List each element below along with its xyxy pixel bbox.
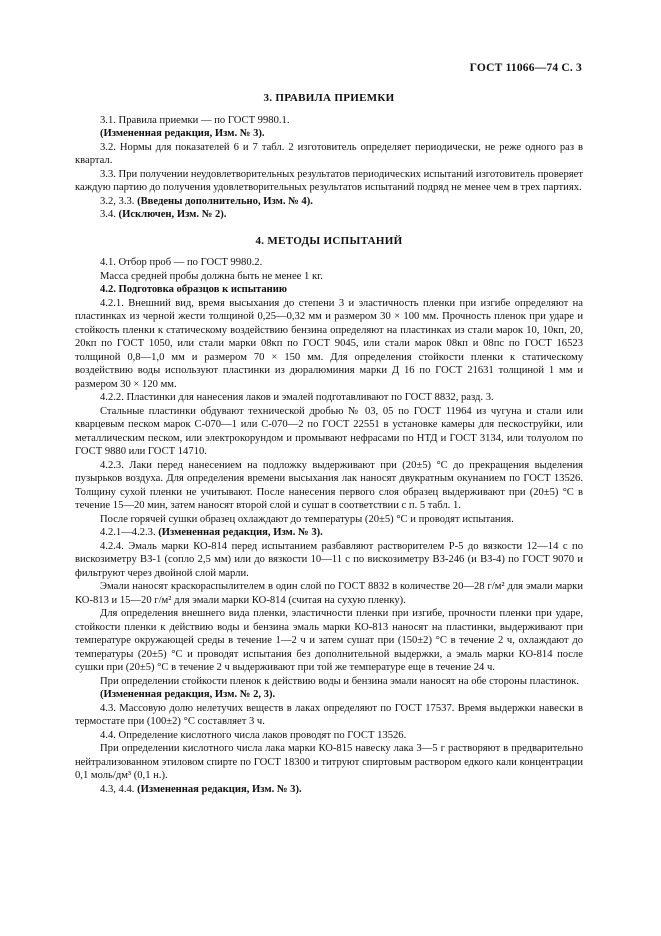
paragraph-text: 4.3. Массовую долю нелетучих веществ в лаках определяют по ГОСТ 17537. Время выдержки навески в термостате при (100±2) °С составляет 3 ч. [75, 702, 583, 727]
paragraph-text: 3.2. Нормы для показателей 6 и 7 табл. 2 изготовитель определяет периодически, не реже одного раз в квартал. [75, 141, 583, 166]
paragraph-text: Эмали наносят краскораспылителем в один слой по ГОСТ 8832 в количестве 20—28 г/м² для эмали марки КО-813 и 15—20 г/м² для эмали марки КО-814 (считая на сухую пленку). [75, 581, 583, 606]
paragraph [75, 208, 583, 222]
paragraph-text: 3.4. [100, 209, 119, 220]
paragraph [75, 607, 583, 675]
paragraph [75, 391, 583, 405]
page-header: ГОСТ 11066—74 С. 3 [469, 62, 582, 74]
paragraph [75, 513, 583, 527]
paragraph-text: 3.3. При получении неудовлетворительных результатов периодических испытаний изготовитель проверяет каждую партию до получения удовлетворительных результатов испытаний подряд не менее чем в трех партиях. [75, 168, 583, 193]
paragraph-text: Стальные пластинки обдувают технической дробью № 03, 05 по ГОСТ 11964 из чугуна и стали или кварцевым песком марок С-070—1 или С-070—2 по ГОСТ 22551 в установке камеры для пескоструйки, или металлическим песком, или электрокорундом и промывают нефрасами по НТД и ГОСТ 3134, или толуолом по ГОСТ 9880 или ГОСТ 14710. [75, 405, 583, 457]
paragraph [75, 114, 583, 128]
paragraph [75, 540, 583, 581]
paragraph-bold-note: (Измененная редакция, Изм. № 3). [137, 783, 302, 795]
section-4-title: 4. МЕТОДЫ ИСПЫТАНИЙ [255, 234, 403, 247]
paragraph-text: 4.3, 4.4. [100, 783, 138, 795]
paragraph-text: Масса средней пробы должна быть не менее 1 кг. [100, 270, 323, 282]
paragraph-bold-note: (Введены дополнительно, Изм. № 4). [137, 195, 313, 207]
paragraph-text: 4.2.1—4.2.3. [100, 527, 159, 538]
paragraph-bold-note: 4.2. Подготовка образцов к испытанию [100, 284, 287, 295]
paragraph [75, 405, 583, 459]
paragraph [75, 702, 583, 729]
paragraph-bold-note: (Измененная редакция, Изм. № 2, 3). [100, 689, 276, 700]
paragraph-text: Для определения внешнего вида пленки, эластичности пленки при изгибе, прочности пленки при ударе, стойкости пленки к действию воды и бензина эмаль марки КО-813 наносят на пластинки, выдерживают при температуре окружающей среды в течение 1—2 ч и затем сушат при (150±2) °С в течение 2 ч, охлаждают до температуры (20±5) °С и проводят испытания без дополнительной выдержки, а эмаль марки КО-814 после сушки при (20±5) °С в течение 2 ч выдерживают при той же температуре еще в течение 24 ч. [75, 608, 583, 673]
paragraph [75, 127, 583, 141]
paragraph [75, 256, 583, 270]
paragraph-text: 3.1. Правила приемки — по ГОСТ 9980.1. [100, 114, 290, 126]
section-3-body [75, 114, 583, 222]
paragraph-text: После горячей сушки образец охлаждают до температуры (20±5) °С и проводят испытания. [100, 513, 514, 525]
paragraph-text: 4.4. Определение кислотного числа лаков проводят по ГОСТ 13526. [100, 729, 407, 741]
paragraph-text: 4.2.3. Лаки перед нанесением на подложку выдерживают при (20±5) °С до прекращения выделения пузырьков воздуха. Для определения времени высыхания лак наносят двукратным окунанием по ГОСТ 13526. Толщину сухой пленки не учитывают. После нанесения первого слоя образец выдерживают при (20±5) °С в течение 15—20 мин, затем наносят второй слой и сушат в соответствии с п. 5 табл. 1. [75, 459, 583, 511]
paragraph-text: 4.2.4. Эмаль марки КО-814 перед испытанием разбавляют растворителем Р-5 до вязкости 12—14 с по вискозиметру ВЗ-1 (сопло 2,5 мм) или до вязкости 10—11 с по вискозиметру ВЗ-246 (и ВЗ-4) по ГОСТ 9070 и фильтруют через двойной слой марли. [75, 540, 583, 579]
paragraph [75, 283, 583, 297]
paragraph [75, 270, 583, 284]
paragraph-text: 4.2.2. Пластинки для нанесения лаков и эмалей подготавливают по ГОСТ 8832, разд. 3. [100, 392, 494, 403]
paragraph-text: При определении стойкости пленок к действию воды и бензина эмали наносят на обе стороны пластинок. [100, 675, 580, 687]
section-3-title: 3. ПРАВИЛА ПРИЕМКИ [263, 92, 395, 104]
paragraph [75, 459, 583, 513]
paragraph-text: 4.1. Отбор проб — по ГОСТ 9980.2. [100, 257, 263, 268]
paragraph-text: 3.2, 3.3. [100, 195, 138, 207]
paragraph-bold-note: (Исключен, Изм. № 2). [118, 209, 227, 220]
paragraph [75, 297, 583, 392]
paragraph-bold-note: (Измененная редакция, Изм. № 3). [158, 527, 323, 538]
paragraph [75, 526, 583, 540]
paragraph [75, 195, 583, 209]
paragraph [75, 580, 583, 607]
document-body [75, 92, 583, 796]
paragraph [75, 729, 583, 743]
paragraph [75, 168, 583, 195]
paragraph [75, 688, 583, 702]
paragraph [75, 675, 583, 689]
paragraph [75, 783, 583, 797]
section-4-body [75, 256, 583, 796]
paragraph-text: При определении кислотного числа лака марки КО-815 навеску лака 3—5 г растворяют в предварительно нейтрализованном этиловом спирте по ГОСТ 18300 и титруют спиртовым раствором едкого кали концентрации 0,1 моль/дм³ (0,1 н.). [75, 743, 583, 781]
paragraph [75, 742, 583, 783]
paragraph-bold-note: (Измененная редакция, Изм. № 3). [100, 128, 265, 139]
paragraph-text: 4.2.1. Внешний вид, время высыхания до степени 3 и эластичность пленки при изгибе определяют на пластинках из черной жести толщиной 0,25—0,32 мм и размером 30 × 100 мм. Прочность пленок при ударе и стойкость пленки к статическому воздействию бензина определяют на пластинках из стали марок 10, 10кп, 20, 20кп по ГОСТ 1050, или стали марки 08кп по ГОСТ 9045, или стали марок 08кп и 08пс по ГОСТ 16523 толщиной 0,8—1,0 мм и размером 70 × 150 мм. Для определения стойкости пленки к статическому воздействию воды используют пластинки из дюралюминия марки Д 16 по ГОСТ 21631 толщиной 1 мм и размером 30 × 120 мм. [75, 297, 583, 390]
paragraph [75, 141, 583, 168]
